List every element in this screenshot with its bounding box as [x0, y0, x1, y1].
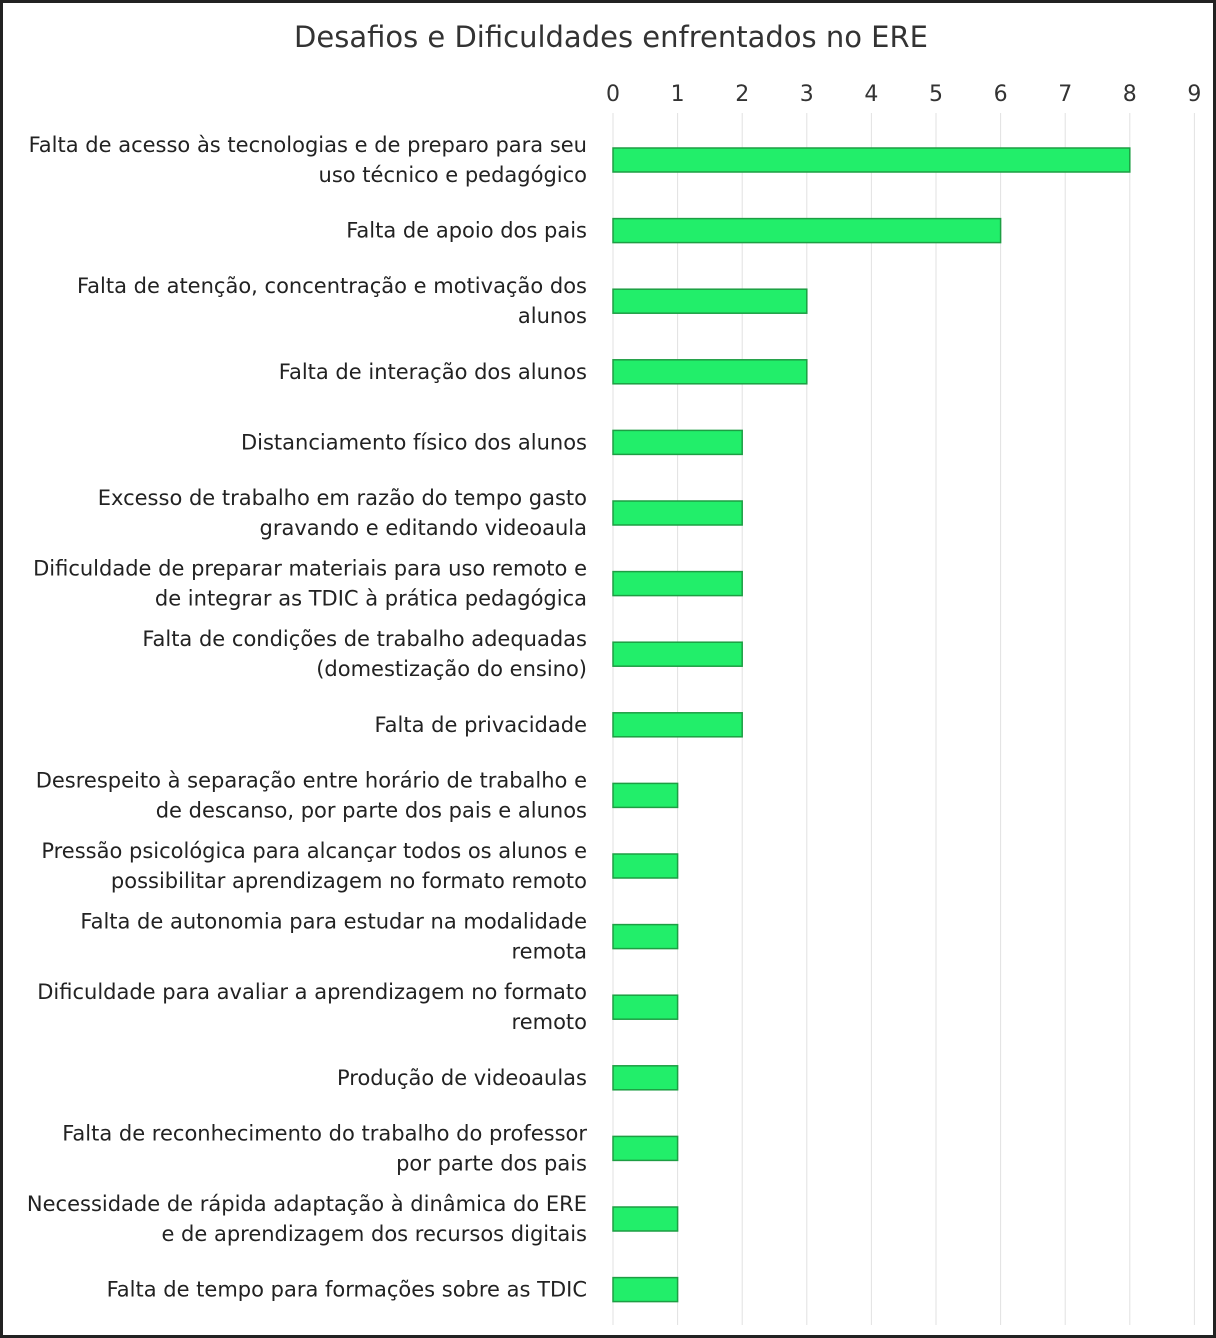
x-tick-label: 8: [1122, 82, 1137, 107]
category-labels: [27, 133, 587, 1302]
bar-chart: [3, 3, 1213, 1335]
bar: [613, 1066, 678, 1090]
category-label: remoto: [511, 1010, 587, 1035]
bar: [613, 713, 742, 737]
bar: [613, 642, 742, 666]
category-label: Falta de interação dos alunos: [278, 359, 587, 384]
bar: [613, 289, 807, 313]
category-label: Produção de videoaulas: [336, 1065, 587, 1090]
category-label: Pressão psicológica para alcançar todos os alunos e: [41, 839, 587, 863]
x-tick-label: 1: [670, 82, 685, 107]
bar: [613, 430, 742, 454]
category-label: possibilitar aprendizagem no formato remoto: [110, 869, 587, 893]
bar: [613, 360, 807, 384]
category-label: Dificuldade de preparar materiais para uso remoto e: [33, 556, 587, 581]
category-label: Falta de apoio dos pais: [346, 218, 587, 243]
category-label: Distanciamento físico dos alunos: [240, 430, 587, 455]
bar: [613, 572, 742, 596]
category-label: Falta de reconhecimento do trabalho do professor: [62, 1121, 587, 1146]
category-label: (domestização do ensino): [316, 657, 587, 682]
bar: [613, 1207, 678, 1231]
x-tick-label: 0: [606, 82, 620, 107]
x-tick-label: 7: [1058, 82, 1073, 107]
x-axis-ticks: [606, 82, 1201, 107]
bar: [613, 783, 678, 807]
chart-title: Desafios e Dificuldades enfrentados no ERE: [294, 20, 928, 54]
x-tick-label: 3: [799, 82, 814, 107]
category-label: remota: [511, 939, 587, 964]
bar: [613, 219, 1001, 243]
bar: [613, 501, 742, 525]
category-label: alunos: [517, 304, 587, 329]
x-tick-label: 2: [735, 82, 750, 107]
category-label: uso técnico e pedagógico: [318, 163, 587, 187]
category-label: Falta de tempo para formações sobre as TDIC: [106, 1277, 587, 1302]
x-tick-label: 9: [1187, 82, 1202, 107]
category-label: por parte dos pais: [396, 1151, 587, 1176]
category-label: de integrar as TDIC à prática pedagógica: [154, 586, 587, 611]
category-label: Excesso de trabalho em razão do tempo gasto: [97, 486, 587, 510]
bar: [613, 925, 678, 949]
category-label: Necessidade de rápida adaptação à dinâmica do ERE: [26, 1192, 587, 1216]
category-label: Dificuldade para avaliar a aprendizagem no formato: [37, 980, 587, 1005]
category-label: Falta de autonomia para estudar na modalidade: [80, 909, 587, 934]
category-label: Falta de condições de trabalho adequadas: [142, 627, 587, 652]
category-label: Falta de atenção, concentração e motivação dos: [77, 274, 587, 299]
bar: [613, 1278, 678, 1302]
bar: [613, 148, 1130, 172]
category-label: Desrespeito à separação entre horário de trabalho e: [35, 768, 587, 793]
x-tick-label: 4: [864, 82, 879, 107]
x-tick-label: 5: [929, 82, 943, 107]
x-tick-label: 6: [993, 82, 1008, 107]
bar: [613, 854, 678, 878]
category-label: e de aprendizagem dos recursos digitais: [161, 1222, 587, 1246]
category-label: Falta de acesso às tecnologias e de preparo para seu: [28, 133, 587, 157]
category-label: gravando e editando videoaula: [259, 516, 587, 540]
bar: [613, 995, 678, 1019]
category-label: Falta de privacidade: [374, 712, 587, 737]
bar: [613, 1136, 678, 1160]
category-label: de descanso, por parte dos pais e alunos: [155, 798, 587, 823]
